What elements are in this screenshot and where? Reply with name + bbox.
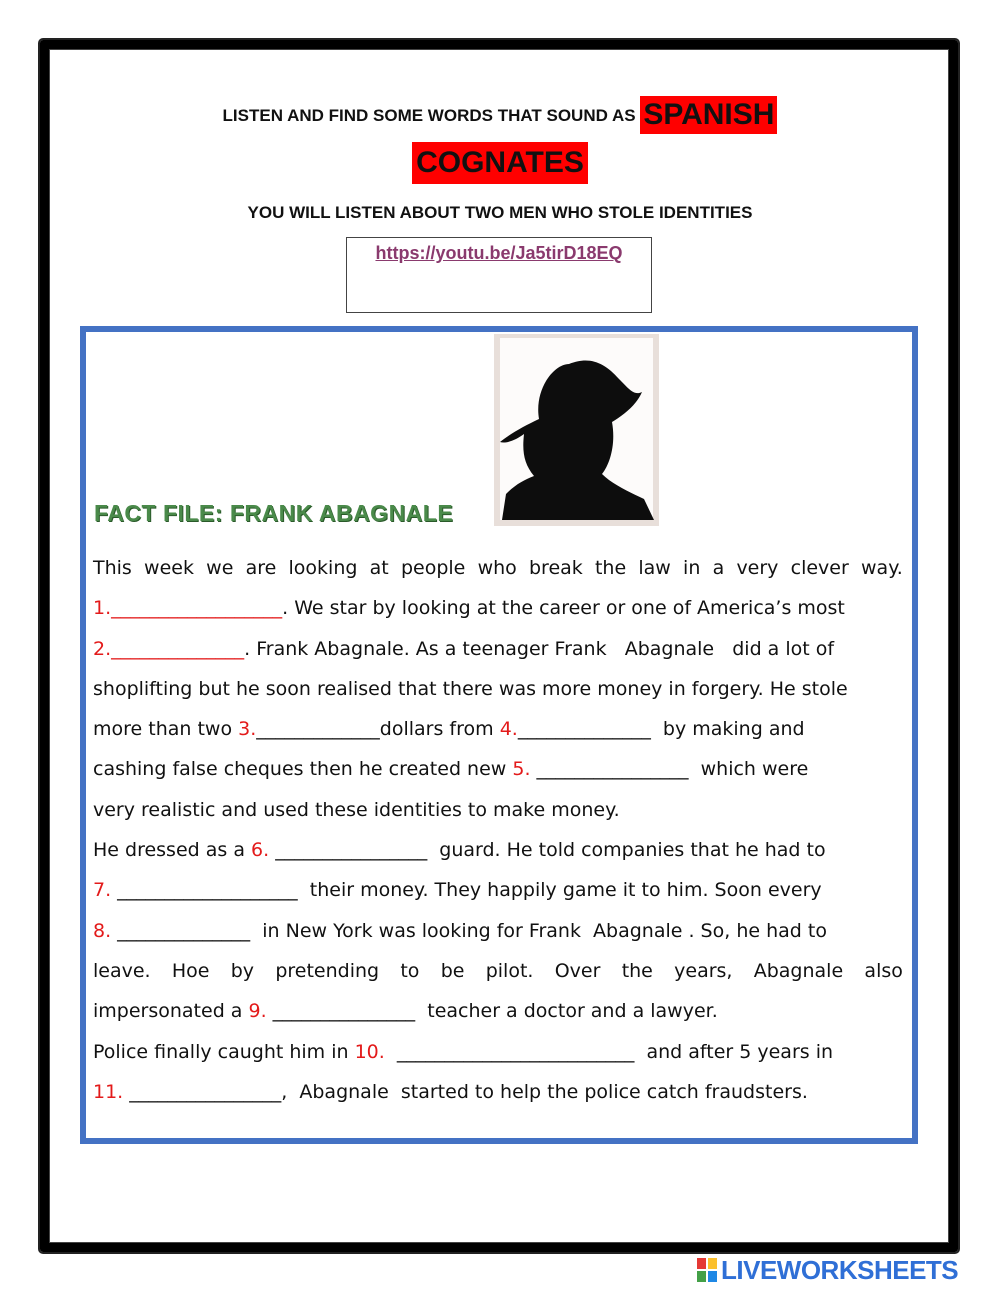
justified-word: in xyxy=(683,557,701,579)
line-text: more than two xyxy=(93,718,239,741)
justified-word: clever xyxy=(790,557,849,579)
blank-input-7[interactable]: ___________________ their money. They happily game it to him. Soon every xyxy=(111,879,822,902)
line-text: . Frank Abagnale. As a teenager Frank Abagnale did a lot of xyxy=(244,637,835,660)
paragraph-line-10 xyxy=(93,911,903,951)
paragraph-line-11 xyxy=(93,951,903,991)
justified-word: at xyxy=(369,557,389,579)
justified-word: break xyxy=(528,557,583,579)
blank-number-10: 10. xyxy=(354,1040,385,1063)
paragraph-line-7: very realistic and used these identities to make money. xyxy=(93,798,620,821)
line-text: impersonated a xyxy=(93,1000,249,1023)
justified-word: pretending xyxy=(275,959,380,982)
justified-word: the xyxy=(594,557,627,579)
paragraph-line-4: shoplifting but he soon realised that there was more money in forgery. He stole xyxy=(93,677,848,700)
blank-number-4: 4. xyxy=(499,718,518,741)
logo-mark-icon xyxy=(697,1258,717,1282)
line-text: Police finally caught him in xyxy=(93,1040,355,1063)
justified-word: pilot. xyxy=(485,959,534,982)
video-link[interactable]: https://youtu.be/Ja5tirD18EQ xyxy=(346,237,652,313)
paragraph-line-6 xyxy=(93,749,903,789)
blank-input-4[interactable]: ______________ by making and xyxy=(517,718,805,741)
blank-input-9[interactable]: _______________ teacher a doctor and a lawyer. xyxy=(266,1000,718,1023)
paragraph-line-14 xyxy=(93,1072,903,1112)
line-text: cashing false cheques then he created new xyxy=(93,758,513,781)
blank-number-3: 3. xyxy=(238,718,257,741)
paragraph-line-12 xyxy=(93,991,903,1031)
justified-word: the xyxy=(621,959,653,982)
justified-word: week xyxy=(144,557,194,579)
justified-word: very xyxy=(736,557,779,579)
justified-word: leave. xyxy=(93,959,151,982)
justified-word: years, xyxy=(674,959,733,982)
fact-file-title: FACT FILE: FRANK ABAGNALE xyxy=(94,500,454,526)
justified-word: we xyxy=(206,557,234,579)
logo-text: LIVEWORKSHEETS xyxy=(721,1254,959,1285)
blank-number-11: 11. xyxy=(93,1080,124,1103)
blank-number-1: 1.__________________ xyxy=(93,597,283,620)
justified-word: are xyxy=(245,557,277,579)
justified-word: by xyxy=(230,959,255,982)
justified-word: also xyxy=(864,959,903,982)
paragraph-line-1 xyxy=(93,548,903,588)
silhouette-image xyxy=(494,334,659,526)
blank-number-8: 8. xyxy=(93,919,112,942)
cloze-paragraph xyxy=(93,548,903,1112)
instruction-text: LISTEN AND FIND SOME WORDS THAT SOUND AS xyxy=(222,106,641,125)
justified-word: who xyxy=(477,557,517,579)
paragraph-line-2 xyxy=(93,588,903,628)
paragraph-line-5 xyxy=(93,709,903,749)
blank-input-8[interactable]: ______________ in New York was looking for Frank Abagnale . So, he had to xyxy=(111,919,827,942)
justified-word: Hoe xyxy=(171,959,210,982)
instruction-line-2 xyxy=(0,142,1000,184)
highlight-spanish: SPANISH xyxy=(640,96,777,134)
blank-input-5[interactable]: ________________ which were xyxy=(530,758,809,781)
justified-word: law xyxy=(638,557,671,579)
blank-number-5: 5. xyxy=(512,758,531,781)
blank-number-9: 9. xyxy=(248,1000,267,1023)
justified-word: to xyxy=(400,959,420,982)
paragraph-line-9 xyxy=(93,870,903,910)
justified-word: be xyxy=(440,959,465,982)
paragraph-line-8 xyxy=(93,830,903,870)
justified-word: a xyxy=(712,557,725,579)
blank-input-6[interactable]: ________________ guard. He told companies that he had to xyxy=(269,839,826,862)
blank-input-2[interactable]: ______________ xyxy=(111,637,245,660)
paragraph-line-13 xyxy=(93,1032,903,1072)
paragraph-line-3 xyxy=(93,629,903,669)
justified-word: people xyxy=(400,557,466,579)
justified-word: way. xyxy=(861,557,903,579)
blank-number-7: 7. xyxy=(93,879,112,902)
blank-input-11[interactable]: ________________, Abagnale started to help the police catch fraudsters. xyxy=(123,1080,808,1103)
justified-word: Abagnale xyxy=(753,959,844,982)
blank-input-3[interactable]: _____________dollars from xyxy=(256,718,500,741)
line-text: He dressed as a xyxy=(93,839,252,862)
instruction-line-3: YOU WILL LISTEN ABOUT TWO MEN WHO STOLE IDENTITIES xyxy=(247,203,753,222)
liveworksheets-logo[interactable] xyxy=(697,1256,958,1284)
blank-number-6: 6. xyxy=(251,839,270,862)
highlight-cognates: COGNATES xyxy=(412,142,588,184)
justified-word: This xyxy=(93,557,132,579)
blank-input-1[interactable]: __________________ xyxy=(111,597,283,620)
blank-number-2: 2.______________ xyxy=(93,637,245,660)
line-text: . We star by looking at the career or one of America’s most xyxy=(282,597,845,620)
justified-word: Over xyxy=(554,959,601,982)
blank-input-10[interactable]: _________________________ and after 5 years in xyxy=(384,1040,834,1063)
instruction-line-1 xyxy=(0,96,1000,134)
justified-word: looking xyxy=(288,557,358,579)
